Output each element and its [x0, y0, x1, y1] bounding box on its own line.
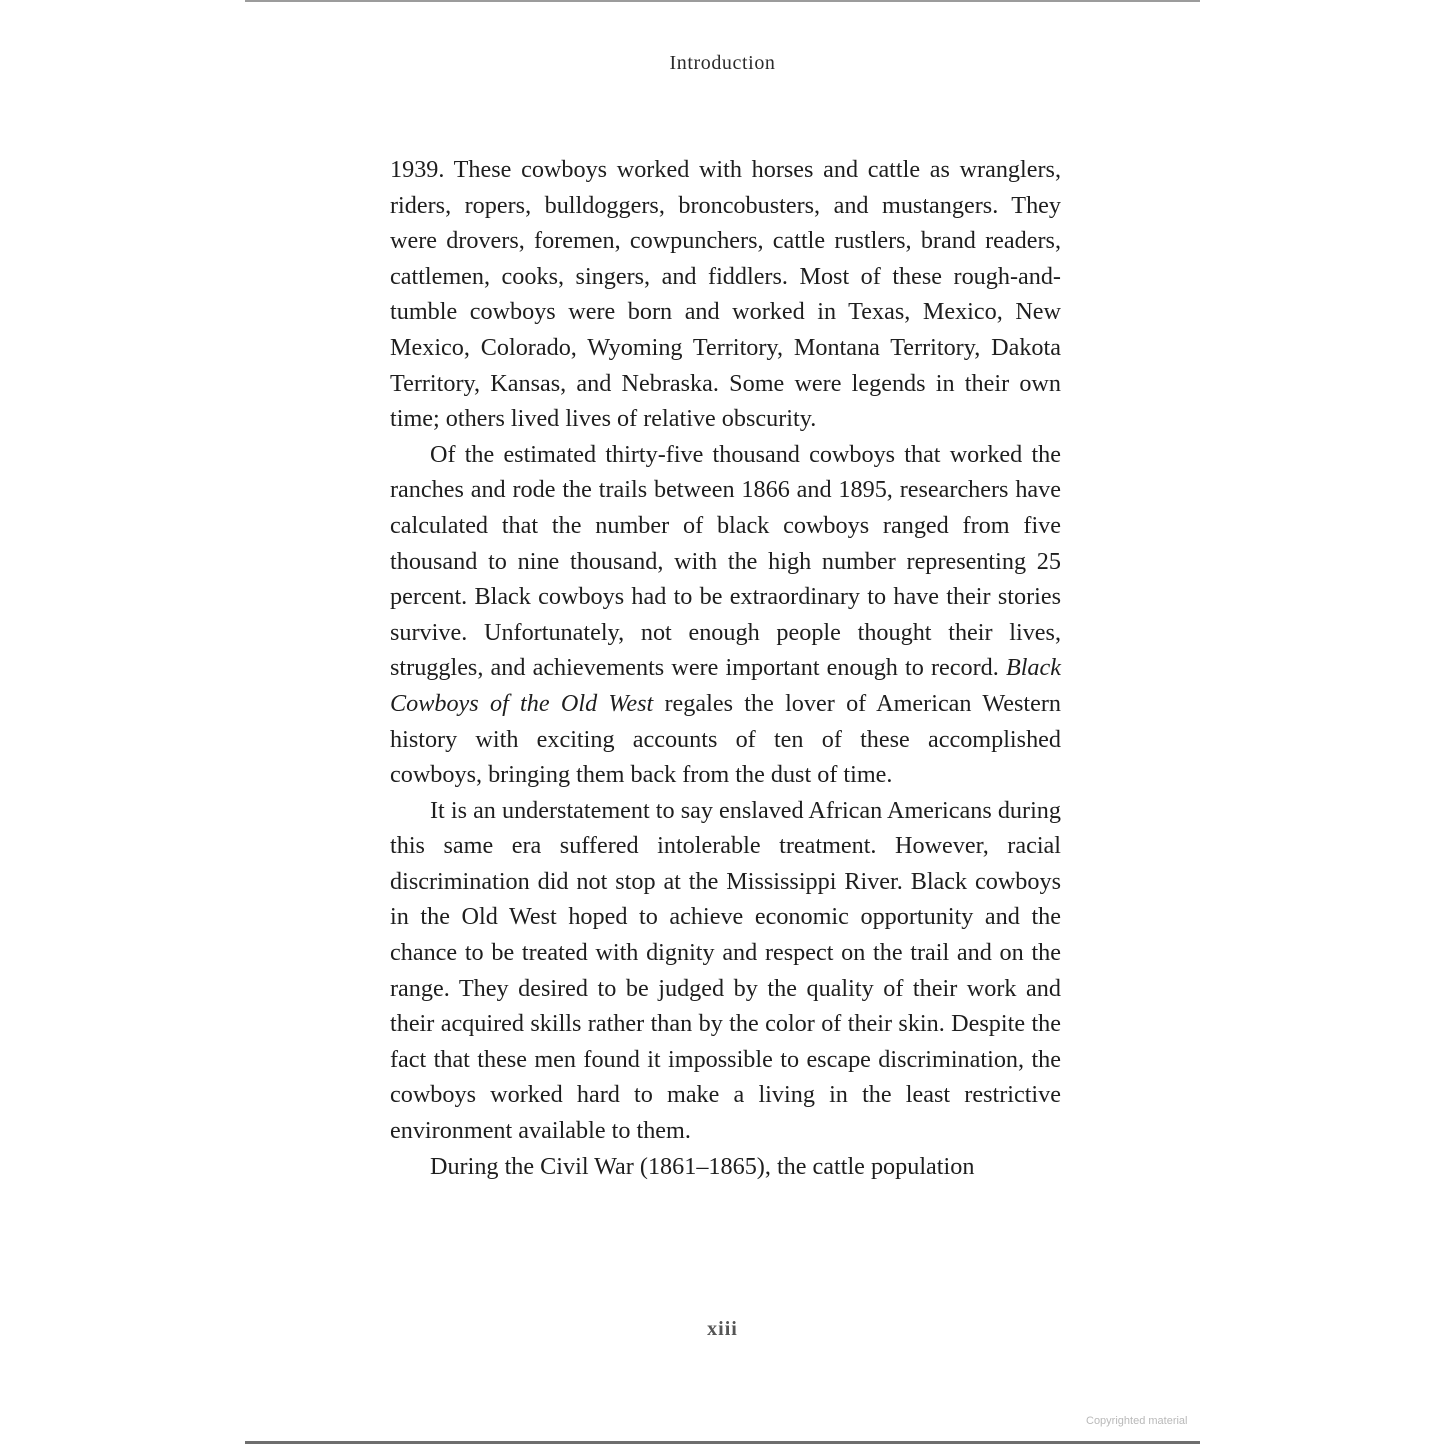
page-bottom-edge — [245, 1441, 1200, 1444]
copyright-watermark: Copyrighted material — [1086, 1415, 1188, 1427]
page-top-edge — [245, 0, 1200, 2]
paragraph-1: 1939. These cowboys worked with horses and cattle as wranglers, riders, ropers, bulldoggers, broncobusters, and mustangers. They were drovers, foremen, cowpunchers, cattle rustlers, brand readers, cattlemen, cooks, singers, and fiddlers. Most of these rough-and-tumble cowboys were born and worked in Texas, Mexico, New Mexico, Colorado, Wyoming Territory, Montana Territory, Dakota Territory, Kansas, and Nebraska. Some were legends in their own time; others lived lives of relative obscurity. — [390, 156, 1061, 433]
paragraph-4: During the Civil War (1861–1865), the cattle population — [430, 1152, 975, 1180]
running-head: Introduction — [669, 52, 776, 74]
paragraph-3: It is an understatement to say enslaved African Americans during this same era suffered intolerable treatment. However, racial discrimination did not stop at the Mississippi River. Black cowboys in the Old West hoped to achieve economic opportunity and the chance to be treated with dignity and respect on the trail and on the range. They desired to be judged by the quality of their work and their acquired skills rather than by the color of their skin. Despite the fact that these men found it impossible to escape discrimination, the cowboys worked hard to make a living in the least restrictive environment available to them. — [390, 796, 1061, 1145]
body-text — [390, 152, 1061, 1184]
paragraph-2 — [390, 437, 1061, 793]
page-number: xiii — [707, 1318, 738, 1340]
paragraph-2-text-a: Of the estimated thirty-five thousand cowboys that worked the ranches and rode the trails between 1866 and 1895, researchers have calculated that the number of black cowboys ranged from five thousand to nine thousand, with the high number representing 25 percent. Black cowboys had to be extraordinary to have their stories survive. Unfortunately, not enough people thought their lives, struggles, and achievements were important enough to record. — [390, 440, 1061, 682]
book-title: Black Cowboys of the Old West — [390, 654, 1061, 717]
paragraph-2-text-b: regales the lover of American Western history with exciting accounts of ten of these accomplished cowboys, bringing them back from the dust of time. — [390, 689, 1061, 789]
